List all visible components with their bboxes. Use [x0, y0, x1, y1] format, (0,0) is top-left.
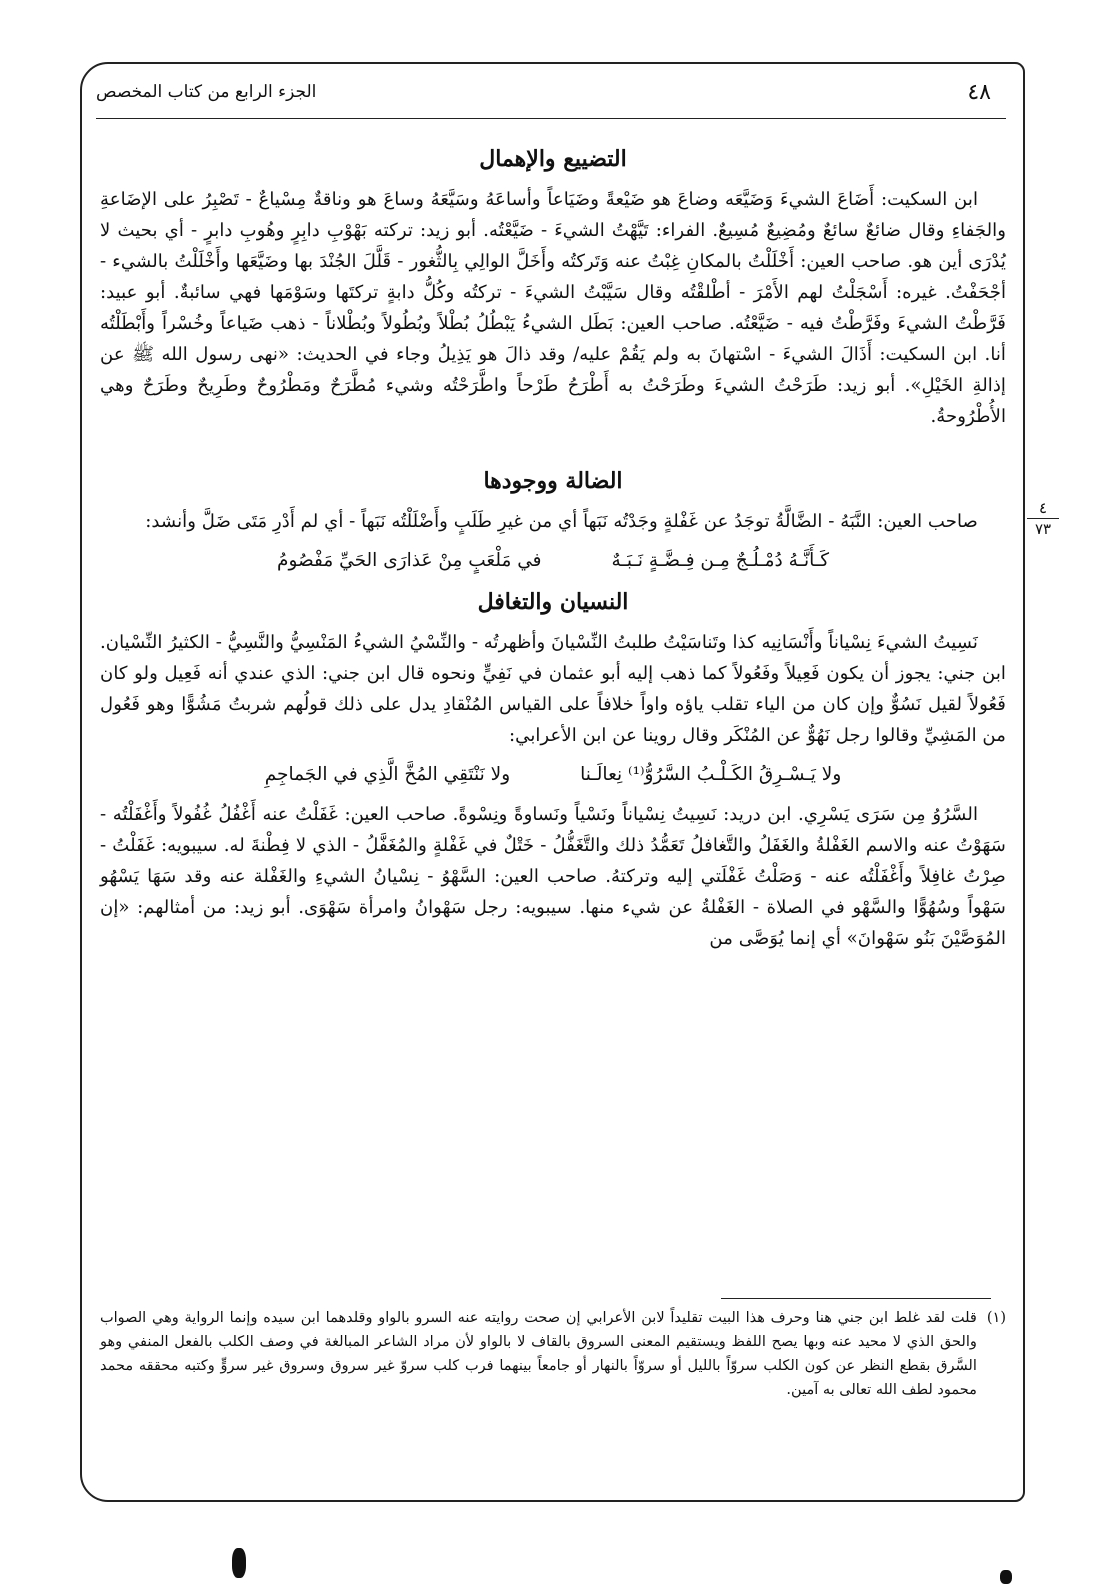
verse	[100, 757, 1006, 793]
paragraph: ابن السكيت: أَضَاعَ الشيءَ وَضَيَّعَه وضاعَ هو ضَيْعةً وضَيَاعاً وأساعَهُ وسَيَّعَهُ وساعَ هو وناقةٌ مِسْياعٌ - تَصْبِرُ على الإضَاعةِ والجَفاءِ وقال ضائعٌ سائعٌ ومُضِيعٌ مُسِيعٌ. الفراء: تَيَّهْتُ الشيءَ - ضَيَّعْتُه. أبو زيد: تركته بَهْوْبِ دابِرٍ وهُوبِ دابرٍ - أي بحيث لا يُدْرَى أين هو. صاحب العين: أَخْلَلْتُ بالمكانِ غِبْتُ عنه وَتَركتُه وأَخَلَّ الوالِي بِالثُّغور - قَلَّلَ الجُنْدَ بها وضَيَّعَها وأَخْلَلْتُ بالشيء - أجْحَفْتُ. غيره: أَسْجَلْتُ لهم الأَمْرَ - أطْلقْتُه وقال سَيَّبْتُ الشيءَ - تركتُه وكُلُّ دابةٍ تركتَها وسَوْمَها فهي سائبةٌ. أبو عبيد: فَرَّطْتُ الشيءَ وفَرَّطْتُ فيه - ضَيَّعْتُه. صاحب العين: بَطَل الشيءُ يَبْطُلُ بُطْلاً وبُطُولاً وبُطْلاناً - ذهب ضَياعاً وخُسْراً وأَبْطَلْتُه أنا. ابن السكيت: أَذَالَ الشيءَ - اسْتهانَ به ولم يَقُمْ عليه/ وقد ذالَ هو يَذِيلُ وجاء في الحديث: «نهى رسول الله ﷺ عن إذالةِ الخَيْلِ». أبو زيد: طَرَحْتُ الشيءَ وطَرَحْتُ به أَطْرَحُ طَرْحاً واطَّرَحْتُه وشيء مُطَّرَحٌ ومَطْرُوحٌ وطَرِيحٌ وطَرَحٌ وهي الأُطْرُوحةُ.	[100, 189, 1006, 427]
section-spacer	[100, 432, 1006, 460]
header-rule	[96, 118, 1006, 119]
margin-folio-bottom: ٧٣	[1034, 520, 1052, 538]
footnote	[100, 1306, 1006, 1402]
ink-speck	[232, 1548, 246, 1578]
section-title: النسيان والتغافل	[477, 589, 629, 615]
footnote-text: قلت لقد غلط ابن جني هنا وحرف هذا البيت تقليداً لابن الأعرابي إن صحت روايته عنه السرو بالواو وقلدهما ابن سيده وإنما الرواية وهي الصواب والحق الذي لا محيد عنه وبها يصح اللفظ ويستقيم المعنى السروق بالقاف لا بالواو لأن مراد الشاعر المبالغة في وصف الكلب بالفعل المنفي وهو السَّرق بقطع النظر عن كون الكلب سروّاً بالليل أو سروّاً بالنهار أو جامعاً بينهما فرب كلب سروّ غير سروق وسروق غير سروٍّ وكتبه محققه محمد محمود لطف الله تعالى به آمين.	[100, 1310, 977, 1398]
verse	[100, 543, 1006, 579]
footnote-rule	[721, 1298, 991, 1299]
verse-first-hemistich: ولا يَـسْـرِقُ الكَـلْـبُ السَّرُوُّ⁽¹⁾ نِعالَـنا	[580, 764, 842, 785]
footnote-marker: (١)	[986, 1310, 1006, 1326]
page-number: ٤٨	[967, 80, 991, 105]
margin-folio-reference	[1027, 500, 1059, 537]
verse-first-hemistich: كَـأَنَّـهُ دُمْـلُـجٌ مِـن فِـضَّـةٍ نَـبَـهٌ	[611, 550, 830, 571]
ink-speck	[1000, 1570, 1012, 1584]
paragraph: نَسِيتُ الشيءَ نِسْياناً وأَنْسَانِيه كذا وتَناسَيْتُ طلبتُ النِّسْيانَ وأظهرتُه - والنِّسْيُ الشيءُ المَنْسِيُّ والنَّسِيُّ - الكثيرُ النِّسْيان. ابن جني: يجوز أن يكون فَعِيلاً وفَعُولاً كما ذهب إليه أبو عثمان في نَفِيٍّ ونحوه قال ابن جني: الذي عندي أنه فَعِيل ولو كان فَعُولاً لقيل نَسُوٌّ وإن كان من الياء تقلب ياؤه واواً خلافاً على القياس المُنْقادِ يدل على ذلك قولُهم شربتُ مَشُوًّا وهو فَعُول من المَشِيِّ وقالوا رجل نَهُوٌّ عن المُنْكَر وقال روينا عن ابن الأعرابي:	[100, 632, 1006, 746]
section-title: الضالة ووجودها	[483, 468, 623, 494]
main-text	[100, 138, 1006, 954]
running-title: الجزء الرابع من كتاب المخصص	[96, 82, 317, 102]
verse-second-hemistich: في مَلْعَبٍ مِنْ عَذارَى الحَيِّ مَفْصُومُ	[276, 550, 542, 571]
section-title: التضييع والإهمال	[479, 146, 627, 172]
paragraph: السَّرُوُ مِن سَرَى يَسْرِي. ابن دريد: نَسِيتُ نِسْياناً ونَسْياً ونَساوةً ونِسْوةً. صاحب العين: غَفَلْتُ عنه أَغْفُلُ غُفُولاً وأَغْفَلْتُه - سَهَوْتُ عنه والاسم الغَفْلةُ والغَفَلُ والتَّغافلُ تَعَمُّدُ ذلك والتَّغَفُّلُ - خَتْلٌ في غَفْلةٍ والمُغَفَّلُ - الذي لا فِطْنةَ له. سيبويه: غَفَلْتُ - صِرْتُ غافِلاً وأَغْفَلْتُه عنه - وَصَلْتُ غَفْلَتي إليه وتركتهُ. صاحب العين: السَّهْوُ - نِسْيانُ الشيءِ والغَفْلة عنه وقد سَهَا يَسْهُو سَهْواً وسُهُوًّا والسَّهْو في الصلاة - الغَفْلةُ عن شيء منها. سيبويه: رجل سَهْوانُ وامرأة سَهْوَى. أبو زيد: من أمثالهم: «إن المُوَصَّيْنَ بَنُو سَهْوانَ» أي إنما يُوَصَّى من	[100, 804, 1006, 949]
margin-folio-top: ٤	[1038, 499, 1048, 517]
paragraph: صاحب العين: النَّبَهُ - الضَّالَّةُ توجَدُ عن غَفْلةٍ وجَدْتُه نَبَهاً أي من غيرِ طَلَبٍ وأَضْلَلْتُه نَبَهاً - أي لم أَدْرِ مَتَى ضَلَّ وأنشد:	[145, 511, 978, 532]
verse-second-hemistich: ولا نَنْتَقِي المُخَّ الَّذِي في الجَماجِمِ	[264, 764, 511, 785]
margin-folio-bar	[1027, 518, 1059, 519]
